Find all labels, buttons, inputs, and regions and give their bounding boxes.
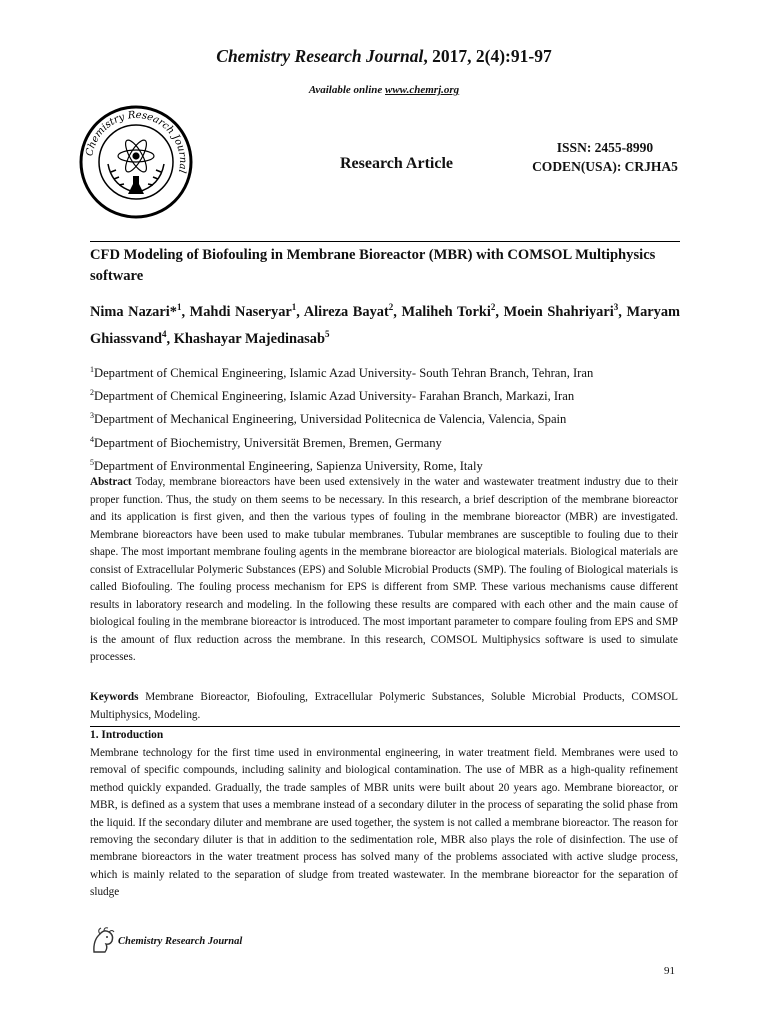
author-affil-sup: 1 bbox=[291, 302, 297, 312]
journal-name: Chemistry Research Journal bbox=[216, 46, 424, 66]
abstract bbox=[90, 474, 678, 667]
journal-volume: , 2017, 2(4):91-97 bbox=[423, 46, 552, 66]
journal-seal-logo bbox=[78, 104, 194, 220]
issn-block bbox=[520, 138, 690, 176]
author-affil-sup: 2 bbox=[490, 302, 496, 312]
affiliation-item: $^5$Department of Environmental Engineering, Sapienza University, Rome, Italy bbox=[90, 457, 483, 473]
author-affil-sup: 3 bbox=[613, 302, 619, 312]
author-name: Nima Nazari* bbox=[90, 303, 177, 320]
paper-title: CFD Modeling of Biofouling in Membrane Bioreactor (MBR) with COMSOL Multiphysics software bbox=[90, 247, 656, 284]
section-heading: 1. Introduction bbox=[90, 729, 164, 741]
footer-journal-name: Chemistry Research Journal bbox=[118, 936, 243, 947]
affiliation-item: $^3$Department of Mechanical Engineering, Universidad Politecnica de Valencia, Valencia, Spain bbox=[90, 411, 567, 427]
author-name: Maliheh Torki bbox=[401, 303, 491, 320]
flask-icon bbox=[128, 176, 144, 194]
footer-lion-icon bbox=[90, 926, 116, 956]
article-type: Research Article bbox=[340, 155, 453, 172]
author-name: Moein Shahriyari bbox=[503, 303, 614, 320]
keywords bbox=[90, 689, 678, 724]
introduction-text: Membrane technology for the first time used in environmental engineering, in water treatment field. Membranes were used to removal of specific compounds, including salinity and biological contamination. The use of MBR as a high-quality refinement method quickly expanded. Gradually, the trade samples of MBR units were built about 20 years ago. Membrane bioreactor, or MBR, is defined as a system that uses a membrane instead of a secondary diluter in the process of separating the solid phase from the liquid. If the secondary diluter and membrane are used together, the system is not called a membrane bioreactor. The reason for removing the secondary diluter is that in addition to the sedimentation role, MBR also plays the role of disinfection. The use of membrane bioreactors in the water treatment process has solved many of the problems associated with active sludge process, which is mainly related to the separation of sludge from treated wastewater. In the membrane bioreactor for the separation of sludge bbox=[90, 747, 678, 899]
page-number: 91 bbox=[664, 965, 675, 977]
author-affil-sup: 4 bbox=[162, 328, 167, 339]
section-rule bbox=[90, 726, 680, 727]
author-affil-sup: 2 bbox=[388, 302, 394, 312]
author-list: Nima Nazari*$^1$, Mahdi Naseryar$^1$, Alireza Bayat$^2$, Maliheh Torki$^2$, Moein Shahriyari$^3$, Maryam Ghiassvand$^4$, Khashayar Majedinasab$^5$ bbox=[90, 302, 681, 347]
logo-ring-text: Chemistry Research Journal bbox=[84, 109, 189, 174]
author-name: Mahdi Naseryar bbox=[189, 303, 292, 320]
affiliation-item: $^4$Department of Biochemistry, Universität Bremen, Bremen, Germany bbox=[90, 434, 442, 450]
author-name: Maryam Ghiassvand bbox=[90, 303, 681, 347]
title-rule bbox=[90, 241, 680, 242]
author-affil-sup: 5 bbox=[324, 328, 330, 339]
abstract-label: Abstract bbox=[90, 476, 132, 488]
author-name: Alireza Bayat bbox=[303, 303, 389, 320]
available-online bbox=[0, 84, 768, 96]
affiliation-item: $^1$Department of Chemical Engineering, Islamic Azad University- South Tehran Branch, Tehran, Iran bbox=[90, 365, 594, 381]
coden: CODEN(USA): CRJHA5 bbox=[532, 159, 678, 174]
journal-website-link[interactable]: www.chemrj.org bbox=[385, 84, 460, 96]
affiliations bbox=[90, 360, 690, 476]
abstract-text: Today, membrane bioreactors have been used extensively in the water and wastewater treatment industry due to their proper function. Thus, the study on them seems to be necessary. In this research, a brief description of the membrane bioreactor and its application is first given, and then the various types of fouling in the membrane bioreactor (MBR) are investigated. Membrane bioreactors have been used to make tubular membranes. Tubular membranes are susceptible to fouling due to their shape. The most important membrane fouling agents in the membrane bioreactor are biological materials. Biological materials are consist of Extracellular Polymeric Substances (EPS) and Soluble Microbial Products (SMP). The fouling of Biological materials is called Biofouling. The fouling process mechanism for EPS is different from SMP. These various mechanisms cause different results in laboratory research and modeling. In the following these results are compared with each other and the main cause of biological fouling in the membrane bioreactor is introduced. The most important parameter to compare fouling from EPS and SMP is the amount of flux reduction across the membrane. In this research, COMSOL Multiphysics software is used to simulate processes. bbox=[90, 476, 678, 663]
issn: ISSN: 2455-8990 bbox=[556, 140, 654, 155]
atom-icon bbox=[118, 137, 154, 174]
author-affil-sup: 1 bbox=[176, 302, 182, 312]
available-prefix: Available online bbox=[308, 84, 385, 96]
author-name: Khashayar Majedinasab bbox=[173, 330, 325, 347]
journal-header bbox=[0, 46, 768, 67]
affiliation-item: $^2$Department of Chemical Engineering, Islamic Azad University- Farahan Branch, Markazi, Iran bbox=[90, 388, 575, 404]
keywords-text: Membrane Bioreactor, Biofouling, Extracellular Polymeric Substances, Soluble Microbial Products, COMSOL Multiphysics, Modeling. bbox=[90, 691, 678, 721]
keywords-label: Keywords bbox=[90, 691, 139, 703]
